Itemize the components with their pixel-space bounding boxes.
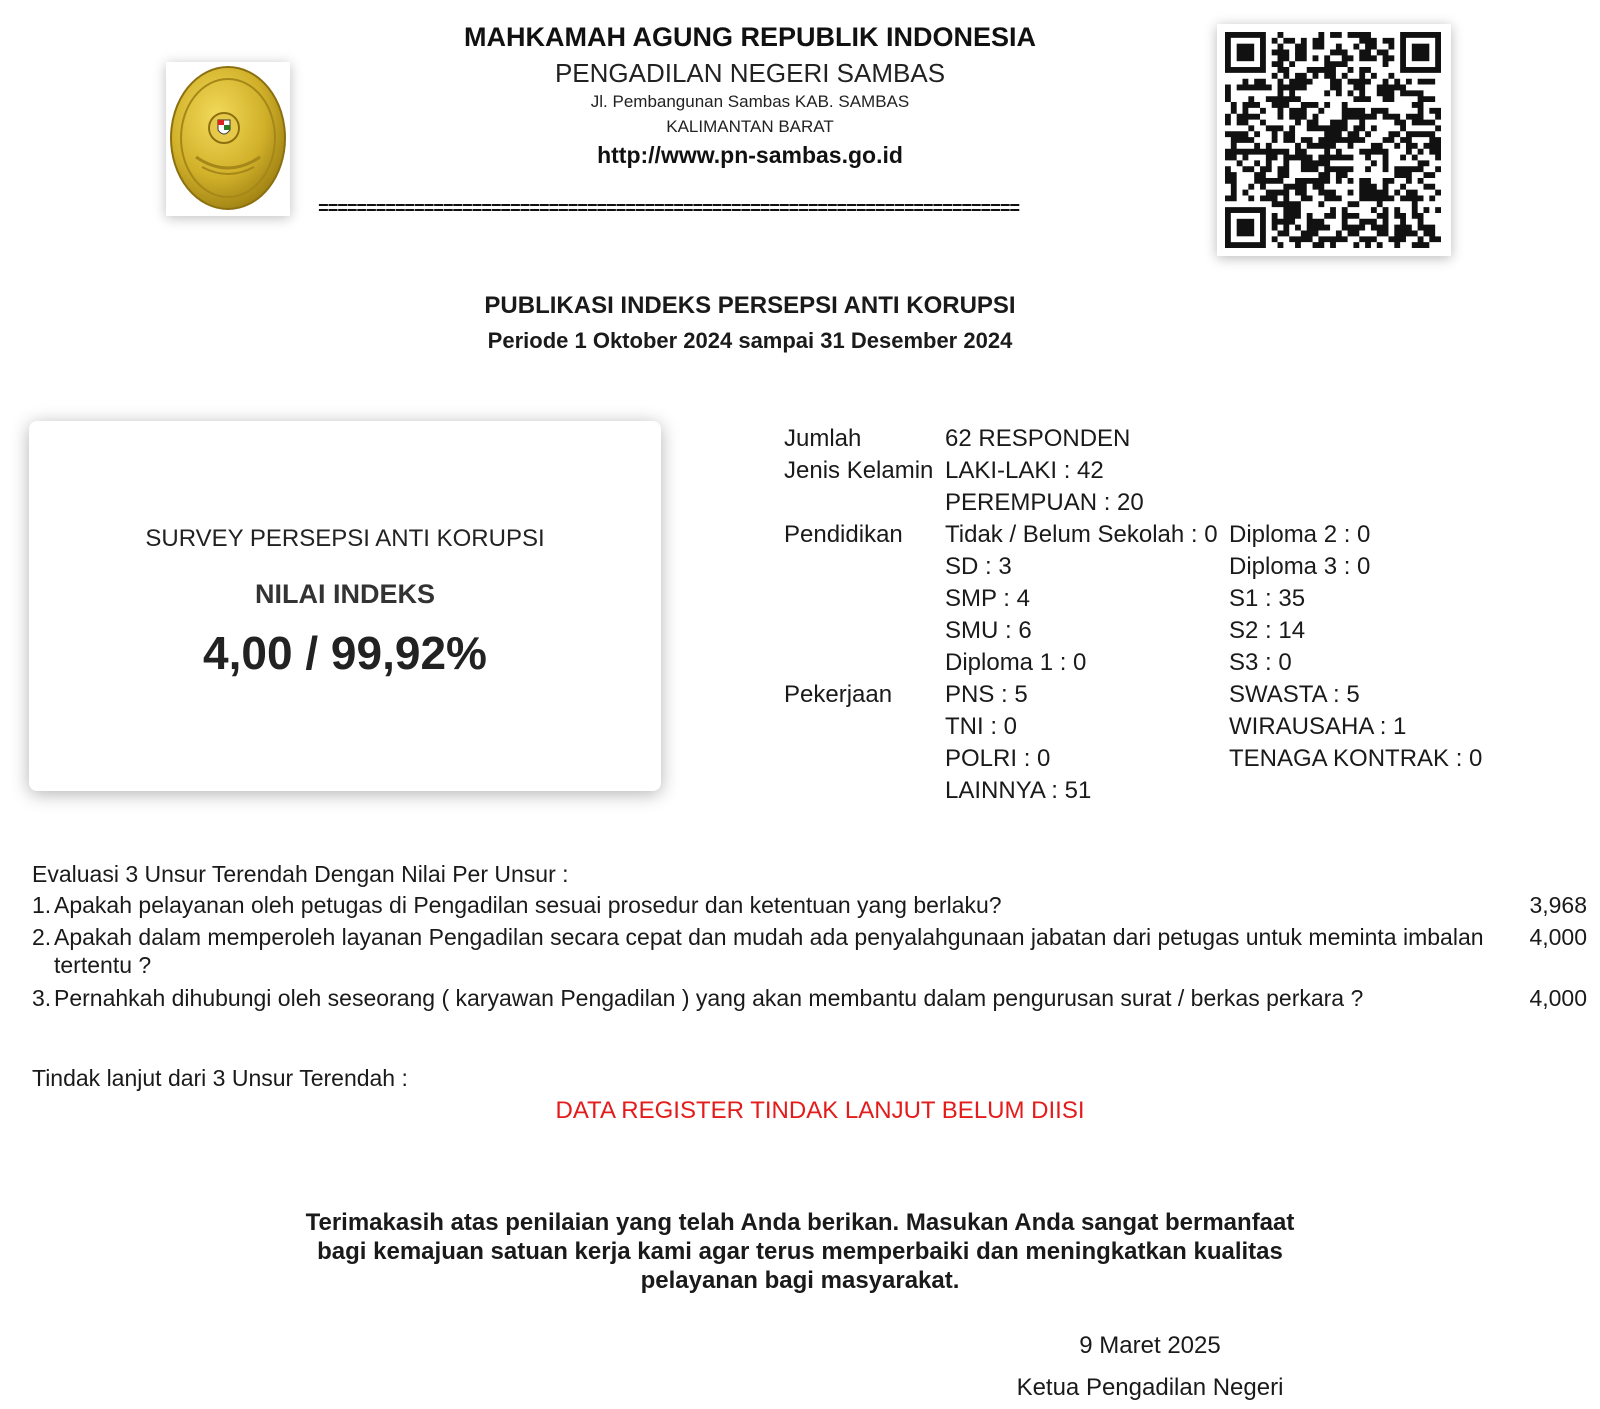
job-item: SWASTA : 5 — [1229, 681, 1360, 708]
header-divider: ========================================================================= — [318, 202, 1019, 218]
job-item: LAINNYA : 51 — [945, 777, 1092, 804]
job-label: Pekerjaan — [784, 681, 893, 708]
education-item: Diploma 1 : 0 — [945, 649, 1087, 676]
address-line-1: Jl. Pembangunan Sambas KAB. SAMBAS — [590, 92, 910, 111]
education-item: Diploma 3 : 0 — [1229, 553, 1371, 580]
index-card — [29, 421, 661, 791]
followup-status: DATA REGISTER TINDAK LANJUT BELUM DIISI — [555, 1097, 1085, 1124]
education-item: S1 : 35 — [1229, 585, 1306, 612]
jumlah-label: Jumlah — [784, 425, 862, 452]
education-item: SD : 3 — [945, 553, 1012, 580]
evaluation-heading: Evaluasi 3 Unsur Terendah Dengan Nilai Per Unsur : — [32, 861, 569, 887]
institution-name: MAHKAMAH AGUNG REPUBLIK INDONESIA — [464, 22, 1036, 52]
evaluation-item-text: Apakah pelayanan oleh petugas di Pengadilan sesuai prosedur dan ketentuan yang berlaku? — [54, 892, 1002, 918]
job-item: TNI : 0 — [945, 713, 1018, 740]
closing-message: Terimakasih atas penilaian yang telah Anda berikan. Masukan Anda sangat bermanfaat bagi kemajuan satuan kerja kami agar terus memperbaiki dan meningkatkan kualitas pelayanan bagi masyarakat. — [305, 1209, 1295, 1294]
signature-date: 9 Maret 2025 — [1079, 1332, 1221, 1359]
evaluation-item-text: Pernahkah dihubungi oleh seseorang ( karyawan Pengadilan ) yang akan membantu dalam pengurusan surat / berkas perkara ? — [54, 985, 1364, 1011]
document-period: Periode 1 Oktober 2024 sampai 31 Desember 2024 — [487, 328, 1013, 353]
education-item: S3 : 0 — [1229, 649, 1292, 676]
court-name: PENGADILAN NEGERI SAMBAS — [554, 58, 946, 88]
evaluation-item-score: 4,000 — [1529, 924, 1587, 950]
education-item: Tidak / Belum Sekolah : 0 — [945, 521, 1218, 548]
evaluation-item-number: 1. — [32, 892, 52, 918]
document-title: PUBLIKASI INDEKS PERSEPSI ANTI KORUPSI — [484, 292, 1016, 319]
court-logo — [166, 62, 290, 216]
evaluation-item-score: 4,000 — [1529, 985, 1587, 1011]
address-line-2: KALIMANTAN BARAT — [666, 117, 834, 136]
website-link[interactable]: http://www.pn-sambas.go.id — [597, 142, 903, 168]
education-item: S2 : 14 — [1229, 617, 1306, 644]
jumlah-value: 62 RESPONDEN — [945, 425, 1131, 452]
evaluation-item-number: 3. — [32, 985, 52, 1011]
education-item: SMP : 4 — [945, 585, 1030, 612]
job-item: POLRI : 0 — [945, 745, 1051, 772]
evaluation-item-text: Apakah dalam memperoleh layanan Pengadilan secara cepat dan mudah ada penyalahgunaan jabatan dari petugas untuk meminta imbalan tertentu ? — [54, 924, 1484, 978]
index-value: 4,00 / 99,92% — [203, 627, 487, 679]
followup-heading: Tindak lanjut dari 3 Unsur Terendah : — [32, 1065, 408, 1091]
job-item: WIRAUSAHA : 1 — [1229, 713, 1407, 740]
signature-title: Ketua Pengadilan Negeri — [1016, 1374, 1284, 1401]
supreme-court-emblem-icon — [166, 62, 290, 216]
education-item: SMU : 6 — [945, 617, 1032, 644]
index-label: NILAI INDEKS — [254, 579, 435, 609]
evaluation-item-score: 3,968 — [1529, 892, 1587, 918]
education-item: Diploma 2 : 0 — [1229, 521, 1371, 548]
education-label: Pendidikan — [784, 521, 903, 548]
gender-female: PEREMPUAN : 20 — [945, 489, 1144, 516]
evaluation-item-number: 2. — [32, 924, 52, 950]
job-item: TENAGA KONTRAK : 0 — [1229, 745, 1483, 772]
gender-label: Jenis Kelamin — [784, 457, 934, 484]
survey-label: SURVEY PERSEPSI ANTI KORUPSI — [145, 525, 545, 552]
qr-code-icon — [1225, 32, 1443, 248]
gender-male: LAKI-LAKI : 42 — [945, 457, 1104, 484]
job-item: PNS : 5 — [945, 681, 1028, 708]
qr-code[interactable] — [1217, 24, 1451, 256]
